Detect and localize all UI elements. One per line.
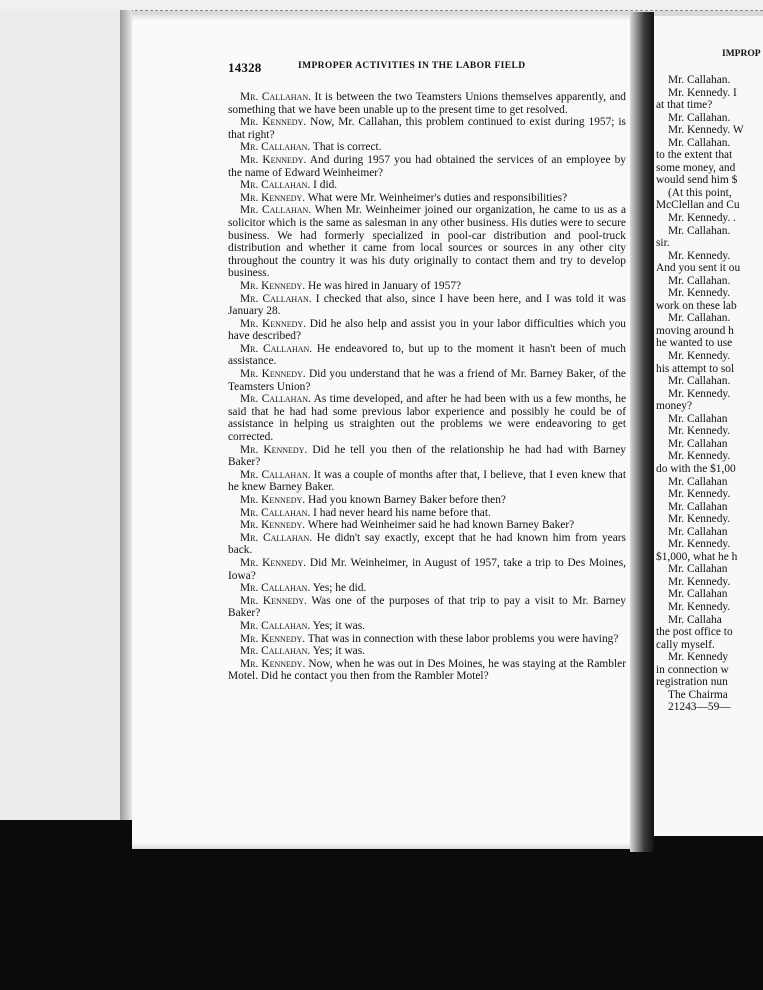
speaker-name: Mr. Callahan. xyxy=(240,141,311,154)
speaker-name: Mr. Callahan. xyxy=(240,393,311,406)
speaker-name: Mr. Kennedy. xyxy=(240,368,306,381)
transcript-paragraph xyxy=(228,532,626,557)
speech-text: I checked that also, since I have been here, and I was told it was January 28. xyxy=(228,292,626,318)
right-page-line: would send him $ xyxy=(656,174,738,187)
page-header xyxy=(228,60,623,76)
running-head: IMPROPER ACTIVITIES IN THE LABOR FIELD xyxy=(298,61,526,71)
transcript-paragraph xyxy=(228,557,626,582)
speaker-name: Mr. Kennedy. xyxy=(240,191,306,204)
speaker-name: Mr. Callahan. xyxy=(240,342,313,355)
speech-text: Now, when he was out in Des Moines, he was staying at the Rambler Motel. Did he contact you then from the Rambler Motel? xyxy=(228,657,627,683)
right-page-line: Mr. Kennedy. xyxy=(668,287,731,300)
speech-text: Now, Mr. Callahan, this problem continued to exist during 1957; is that right? xyxy=(228,116,626,141)
right-page-line: Mr. Callahan. xyxy=(668,74,731,86)
transcript-paragraph xyxy=(228,91,626,116)
right-page-line: Mr. Kennedy. xyxy=(668,249,731,262)
right-page-line: Mr. Callahan xyxy=(668,475,728,488)
right-page xyxy=(654,16,763,836)
speaker-name: Mr. Kennedy. xyxy=(240,594,307,607)
transcript-paragraph xyxy=(228,154,626,179)
speech-text: That is correct. xyxy=(310,141,382,154)
right-page-line: Mr. Callahan. xyxy=(668,136,731,149)
speaker-name: Mr. Kennedy. xyxy=(240,657,306,670)
speech-text: Did he tell you then of the relationship he had had with Barney Baker? xyxy=(228,443,626,469)
speaker-name: Mr. Callahan. xyxy=(240,531,313,544)
page-number: 14328 xyxy=(228,60,262,75)
speaker-name: Mr. Kennedy. xyxy=(240,317,307,330)
transcript-paragraph xyxy=(228,343,626,368)
transcript-paragraph xyxy=(228,179,626,192)
right-page-line: to the extent that xyxy=(656,149,733,162)
speech-text: It was a couple of months after that, I believe, that I even knew that he knew Barney Baker. xyxy=(228,468,626,494)
speech-text: As time developed, and after he had been with us a few months, he said that he had had some previous labor experience and possibly he could be of assistance in helping us straighten out the problems we were endeavoring to get corrected. xyxy=(228,393,627,444)
speech-text: I did. xyxy=(310,179,338,192)
right-page-line: Mr. Callahan xyxy=(668,525,728,538)
speaker-name: Mr. Callahan. xyxy=(240,91,311,103)
speaker-name: Mr. Callahan. xyxy=(240,506,311,519)
speech-text: He was hired in January of 1957? xyxy=(305,279,462,292)
right-page-line: The Chairma xyxy=(668,688,728,701)
right-page-line: in connection w xyxy=(656,663,729,676)
transcript-paragraph xyxy=(228,280,626,293)
right-page-line: he wanted to use xyxy=(656,337,733,350)
transcript-paragraph xyxy=(228,293,626,318)
right-page-line: work on these lab xyxy=(656,299,737,312)
speaker-name: Mr. Callahan. xyxy=(240,468,311,481)
right-page-line: the post office to xyxy=(656,626,733,639)
transcript-paragraph xyxy=(228,444,626,469)
right-page-line: cally myself. xyxy=(656,638,715,651)
speech-text: I had never heard his name before that. xyxy=(310,506,491,519)
speech-text: Yes; it was. xyxy=(310,619,366,632)
right-page-line: Mr. Kennedy xyxy=(668,651,729,664)
transcript-paragraph xyxy=(228,658,626,683)
transcript-paragraph xyxy=(228,141,626,154)
right-page-line: Mr. Kennedy. xyxy=(668,488,731,501)
right-page-line: registration nun xyxy=(656,676,728,689)
speaker-name: Mr. Callahan. xyxy=(240,292,312,305)
right-page-line: Mr. Callaha xyxy=(668,613,722,626)
page-edge-shadow xyxy=(120,10,132,840)
speaker-name: Mr. Callahan. xyxy=(240,204,312,217)
speech-text: Had you known Barney Baker before then? xyxy=(305,494,506,506)
transcript-paragraph xyxy=(228,645,626,658)
right-page-line: Mr. Callahan. xyxy=(668,375,731,388)
right-page-line: Mr. Callahan xyxy=(668,563,728,576)
right-page-line: his attempt to sol xyxy=(656,362,735,375)
transcript-paragraph xyxy=(228,192,626,205)
speaker-name: Mr. Kennedy. xyxy=(240,116,307,129)
transcript-paragraph xyxy=(228,519,626,532)
right-page-line: Mr. Kennedy. xyxy=(668,387,731,400)
right-page-line: And you sent it ou xyxy=(656,262,741,275)
scan-left-margin xyxy=(0,10,130,830)
right-page-line: 21243—59— xyxy=(668,701,731,714)
speaker-name: Mr. Kennedy. xyxy=(240,556,307,569)
book-gutter xyxy=(630,12,654,852)
speech-text: Yes; he did. xyxy=(310,582,367,595)
right-page-text xyxy=(656,74,763,714)
right-page-line: money? xyxy=(656,400,693,413)
speech-text: That was in connection with these labor problems you were having? xyxy=(305,632,619,645)
speaker-name: Mr. Kennedy. xyxy=(240,632,306,645)
right-page-line: Mr. Callahan. xyxy=(668,312,731,325)
speech-text: And during 1957 you had obtained the services of an employee by the name of Edward Weinheimer? xyxy=(228,153,626,179)
right-page-line: Mr. Callahan xyxy=(668,412,728,425)
speaker-name: Mr. Callahan. xyxy=(240,582,311,595)
right-running-head: IMPROP xyxy=(722,49,761,59)
transcript-paragraph xyxy=(228,393,626,443)
speaker-name: Mr. Kennedy. xyxy=(240,519,306,532)
right-page-line: sir. xyxy=(656,237,670,250)
transcript-paragraph xyxy=(228,368,626,393)
transcript-paragraph xyxy=(228,494,626,507)
right-page-line: Mr. Callahan xyxy=(668,437,728,450)
right-page-line: Mr. Kennedy. xyxy=(668,425,731,438)
speech-text: He didn't say exactly, except that he had known him from years back. xyxy=(228,531,626,557)
right-page-line: Mr. Callahan. xyxy=(668,111,731,124)
speech-text: He endeavored to, but up to the moment it hasn't been of much assistance. xyxy=(228,342,626,368)
transcript-paragraph xyxy=(228,318,626,343)
left-page xyxy=(132,14,644,849)
transcript-paragraph xyxy=(228,582,626,595)
speech-text: Did he also help and assist you in your labor difficulties which you have described? xyxy=(228,317,626,343)
speaker-name: Mr. Callahan. xyxy=(240,619,311,632)
speech-text: Did Mr. Weinheimer, in August of 1957, take a trip to Des Moines, Iowa? xyxy=(228,556,626,582)
transcript-paragraph xyxy=(228,595,626,620)
right-page-line: Mr. Callahan. xyxy=(668,274,731,287)
transcript-paragraph xyxy=(228,633,626,646)
right-page-line: do with the $1,00 xyxy=(656,462,736,475)
right-page-line: Mr. Kennedy. xyxy=(668,513,731,526)
speech-text: Where had Weinheimer said he had known Barney Baker? xyxy=(305,519,575,532)
right-page-line: some money, and xyxy=(656,161,736,174)
right-page-line: Mr. Kennedy. I xyxy=(668,86,737,99)
right-page-line: moving around h xyxy=(656,324,734,337)
speech-text: When Mr. Weinheimer joined our organization, he came to us as a solicitor which is the same as salesman in any other business. His duties were to secure business. We had formerly specialized in pool-car distribution and pool-truck distribution and whether it came from local sources or sources in any other city throughout the country it was his duty originally to contact them and try to develop business. xyxy=(228,204,627,280)
speaker-name: Mr. Kennedy. xyxy=(240,443,308,456)
transcript-paragraph xyxy=(228,469,626,494)
right-page-line: Mr. Kennedy. xyxy=(668,538,731,551)
right-page-line: McClellan and Cu xyxy=(656,199,740,212)
right-page-line: Mr. Kennedy. xyxy=(668,600,731,613)
right-page-line: (At this point, xyxy=(668,186,732,199)
right-page-line: Mr. Kennedy. . xyxy=(668,212,736,225)
right-page-line: Mr. Kennedy. xyxy=(668,350,731,363)
transcript-paragraph xyxy=(228,116,626,141)
speaker-name: Mr. Kennedy. xyxy=(240,279,306,292)
speaker-name: Mr. Callahan. xyxy=(240,179,311,192)
speech-text: Did you understand that he was a friend of Mr. Barney Baker, of the Teamsters Union? xyxy=(228,368,626,393)
right-page-line: Mr. Callahan xyxy=(668,500,728,513)
right-page-line: Mr. Kennedy. xyxy=(668,450,731,463)
transcript-paragraph xyxy=(228,204,626,280)
speaker-name: Mr. Kennedy. xyxy=(240,153,307,166)
right-page-line: Mr. Callahan xyxy=(668,588,728,601)
right-page-line: at that time? xyxy=(656,99,713,112)
transcript-paragraph xyxy=(228,507,626,520)
right-page-line: $1,000, what he h xyxy=(656,550,738,563)
speaker-name: Mr. Kennedy. xyxy=(240,494,306,506)
speech-text: It is between the two Teamsters Unions themselves apparently, and something that we have been unable up to the present time to get resolved. xyxy=(228,91,627,116)
right-page-line: Mr. Kennedy. W xyxy=(668,124,744,137)
speaker-name: Mr. Callahan. xyxy=(240,645,311,658)
right-page-line: Mr. Kennedy. xyxy=(668,575,731,588)
right-page-line: Mr. Callahan. xyxy=(668,224,731,237)
speech-text: Was one of the purposes of that trip to pay a visit to Mr. Barney Baker? xyxy=(228,594,626,620)
speech-text: Yes; it was. xyxy=(310,645,366,658)
speech-text: What were Mr. Weinheimer's duties and responsibilities? xyxy=(305,191,568,204)
transcript-body xyxy=(228,91,626,683)
transcript-paragraph xyxy=(228,620,626,633)
